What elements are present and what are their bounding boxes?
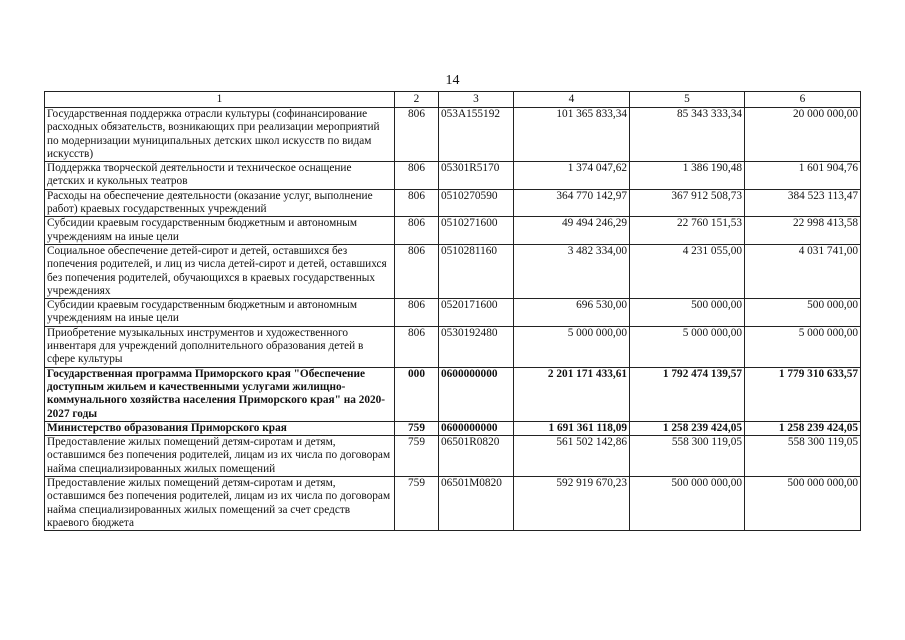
- code-cell: 759: [395, 436, 439, 477]
- table-row: [45, 217, 861, 245]
- code-cell: 806: [395, 108, 439, 162]
- amount-year1-cell: 1 374 047,62: [514, 162, 630, 190]
- amount-year2-cell: 1 792 474 139,57: [630, 367, 745, 421]
- amount-year3-cell: 20 000 000,00: [745, 108, 861, 162]
- code-cell: 000: [395, 367, 439, 421]
- amount-year1-cell: 1 691 361 118,09: [514, 421, 630, 435]
- amount-year2-cell: 5 000 000,00: [630, 326, 745, 367]
- name-cell: Субсидии краевым государственным бюджетным и автономным учреждениям на иные цели: [45, 217, 395, 245]
- name-cell: Субсидии краевым государственным бюджетным и автономным учреждениям на иные цели: [45, 299, 395, 327]
- amount-year3-cell: 500 000,00: [745, 299, 861, 327]
- table-row: [45, 477, 861, 531]
- name-cell: Предоставление жилых помещений детям-сиротам и детям, оставшимся без попечения родителей, лицам из их числа по договорам найма специализированных жилых помещений за счет средств краевого бюджета: [45, 477, 395, 531]
- amount-year1-cell: 364 770 142,97: [514, 189, 630, 217]
- amount-year1-cell: 49 494 246,29: [514, 217, 630, 245]
- code-cell: 759: [395, 421, 439, 435]
- amount-year2-cell: 1 258 239 424,05: [630, 421, 745, 435]
- table-row: [45, 367, 861, 421]
- amount-year3-cell: 22 998 413,58: [745, 217, 861, 245]
- csr-cell: 06501M0820: [439, 477, 514, 531]
- code-cell: 806: [395, 299, 439, 327]
- name-cell: Предоставление жилых помещений детям-сиротам и детям, оставшимся без попечения родителей, лицам из их числа по договорам найма специализированных жилых помещений: [45, 436, 395, 477]
- amount-year1-cell: 696 530,00: [514, 299, 630, 327]
- csr-cell: 0510281160: [439, 244, 514, 298]
- table-row: [45, 436, 861, 477]
- amount-year2-cell: 22 760 151,53: [630, 217, 745, 245]
- amount-year2-cell: 85 343 333,34: [630, 108, 745, 162]
- page-number: 14: [445, 73, 460, 88]
- name-cell: Приобретение музыкальных инструментов и художественного инвентаря для учреждений дополнительного образования детей в сфере культуры: [45, 326, 395, 367]
- amount-year3-cell: 1 779 310 633,57: [745, 367, 861, 421]
- header-col-1: 1: [45, 92, 395, 108]
- name-cell: Министерство образования Приморского края: [45, 421, 395, 435]
- amount-year2-cell: 558 300 119,05: [630, 436, 745, 477]
- amount-year3-cell: 500 000 000,00: [745, 477, 861, 531]
- budget-table: [44, 91, 861, 531]
- amount-year2-cell: 1 386 190,48: [630, 162, 745, 190]
- amount-year1-cell: 101 365 833,34: [514, 108, 630, 162]
- csr-cell: 05301R5170: [439, 162, 514, 190]
- amount-year3-cell: 1 601 904,76: [745, 162, 861, 190]
- header-col-4: 4: [514, 92, 630, 108]
- csr-cell: 0510270590: [439, 189, 514, 217]
- name-cell: Социальное обеспечение детей-сирот и детей, оставшихся без попечения родителей, и лиц из числа детей-сирот и детей, оставшихся без попечения родителей, обучающихся в краевых государственных учреждениях: [45, 244, 395, 298]
- amount-year3-cell: 5 000 000,00: [745, 326, 861, 367]
- csr-cell: 0530192480: [439, 326, 514, 367]
- code-cell: 806: [395, 162, 439, 190]
- table-row: [45, 421, 861, 435]
- name-cell: Государственная поддержка отрасли культуры (софинансирование расходных обязательств, возникающих при реализации мероприятий по модернизации муниципальных детских школ искусств по видам искусств): [45, 108, 395, 162]
- csr-cell: 06501R0820: [439, 436, 514, 477]
- table-header-row: [45, 92, 861, 108]
- amount-year1-cell: 5 000 000,00: [514, 326, 630, 367]
- amount-year3-cell: 1 258 239 424,05: [745, 421, 861, 435]
- csr-cell: 0510271600: [439, 217, 514, 245]
- code-cell: 806: [395, 217, 439, 245]
- amount-year3-cell: 4 031 741,00: [745, 244, 861, 298]
- table-row: [45, 189, 861, 217]
- header-col-2: 2: [395, 92, 439, 108]
- amount-year1-cell: 2 201 171 433,61: [514, 367, 630, 421]
- csr-cell: 0520171600: [439, 299, 514, 327]
- csr-cell: 0600000000: [439, 367, 514, 421]
- amount-year1-cell: 592 919 670,23: [514, 477, 630, 531]
- name-cell: Государственная программа Приморского края "Обеспечение доступным жильем и качественными услугами жилищно-коммунального хозяйства населения Приморского края" на 2020-2027 годы: [45, 367, 395, 421]
- amount-year1-cell: 561 502 142,86: [514, 436, 630, 477]
- table-row: [45, 299, 861, 327]
- code-cell: 806: [395, 189, 439, 217]
- amount-year3-cell: 558 300 119,05: [745, 436, 861, 477]
- header-col-5: 5: [630, 92, 745, 108]
- amount-year2-cell: 367 912 508,73: [630, 189, 745, 217]
- table-row: [45, 162, 861, 190]
- header-col-6: 6: [745, 92, 861, 108]
- code-cell: 806: [395, 326, 439, 367]
- csr-cell: 0600000000: [439, 421, 514, 435]
- name-cell: Поддержка творческой деятельности и техническое оснащение детских и кукольных театров: [45, 162, 395, 190]
- table-row: [45, 244, 861, 298]
- table-row: [45, 326, 861, 367]
- table-row: [45, 108, 861, 162]
- amount-year1-cell: 3 482 334,00: [514, 244, 630, 298]
- amount-year2-cell: 500 000,00: [630, 299, 745, 327]
- code-cell: 806: [395, 244, 439, 298]
- code-cell: 759: [395, 477, 439, 531]
- csr-cell: 053A155192: [439, 108, 514, 162]
- header-col-3: 3: [439, 92, 514, 108]
- amount-year3-cell: 384 523 113,47: [745, 189, 861, 217]
- name-cell: Расходы на обеспечение деятельности (оказание услуг, выполнение работ) краевых государственных учреждений: [45, 189, 395, 217]
- amount-year2-cell: 500 000 000,00: [630, 477, 745, 531]
- amount-year2-cell: 4 231 055,00: [630, 244, 745, 298]
